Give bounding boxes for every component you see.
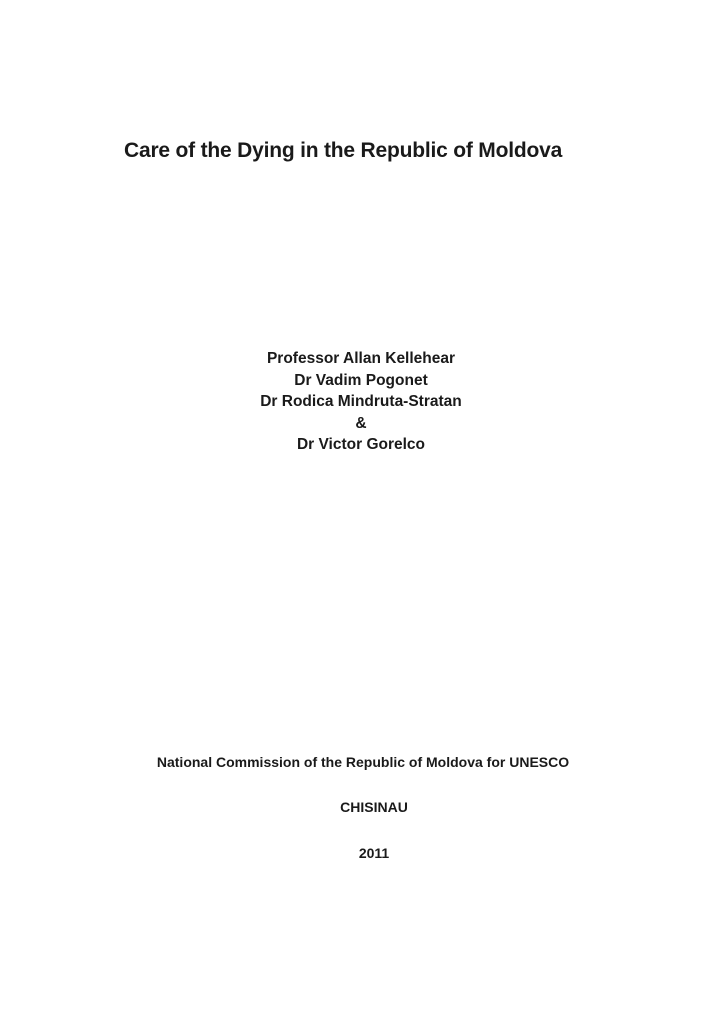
- author-separator: &: [355, 414, 367, 432]
- author-name: Dr Vadim Pogonet: [294, 371, 428, 389]
- author-list: [0, 348, 722, 456]
- document-title: Care of the Dying in the Republic of Moldova: [124, 139, 563, 162]
- author-name: Dr Rodica Mindruta-Stratan: [260, 393, 462, 410]
- publication-year: 2011: [358, 845, 390, 861]
- author-name: Professor Allan Kellehear: [266, 350, 456, 367]
- author-name: Dr Victor Gorelco: [296, 436, 426, 453]
- publisher-name: National Commission of the Republic of Moldova for UNESCO: [156, 754, 570, 770]
- publication-place: CHISINAU: [340, 799, 408, 815]
